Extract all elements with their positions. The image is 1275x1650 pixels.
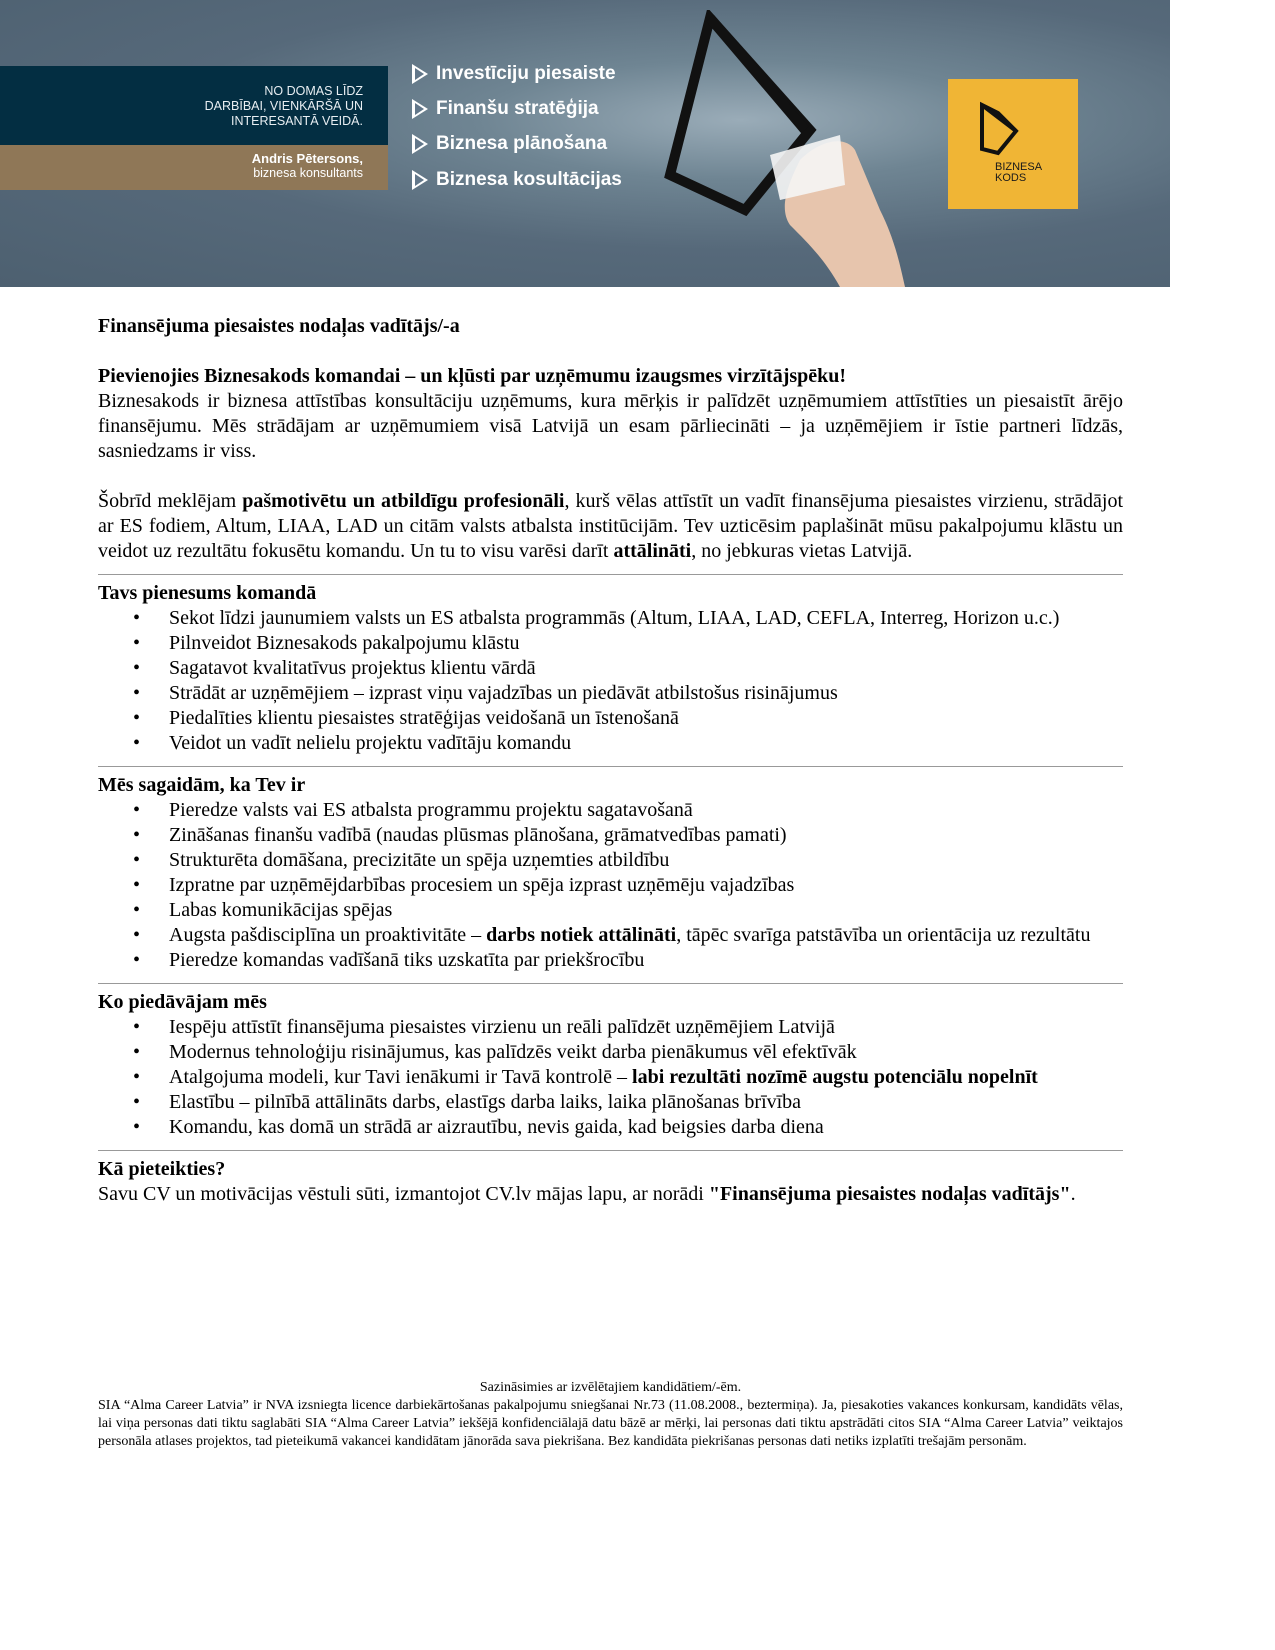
expectations-list	[98, 798, 1123, 973]
service-label: Investīciju piesaiste	[436, 63, 616, 84]
text: , no jebkuras vietas Latvijā.	[691, 540, 913, 562]
footer	[98, 1379, 1123, 1451]
list-item: • Strukturēta domāšana, precizitāte un spēja uzņemties atbildību	[169, 848, 1123, 873]
list-item: • Sekot līdzi jaunumiem valsts un ES atbalsta programmās (Altum, LIAA, LAD, CEFLA, Interreg, Horizon u.c.)	[169, 606, 1123, 631]
search-paragraph	[98, 489, 1123, 564]
tagline-box	[0, 66, 388, 145]
list-item: • Pieredze valsts vai ES atbalsta programmu projektu sagatavošanā	[169, 798, 1123, 823]
contribution-list	[98, 606, 1123, 756]
list-item: • Piedalīties klientu piesaistes stratēģijas veidošanā un īstenošanā	[169, 706, 1123, 731]
play-triangle-icon	[412, 99, 428, 119]
text: .	[1070, 1183, 1076, 1205]
bold-text: "Finansējuma piesaistes nodaļas vadītājs"	[708, 1183, 1071, 1205]
header-banner	[0, 0, 1170, 287]
tagline-line: DARBĪBAI, VIENKĀRŠĀ UN	[204, 99, 363, 113]
list-item: • Veidot un vadīt nelielu projektu vadītāju komandu	[169, 731, 1123, 756]
text: Savu CV un motivācijas vēstuli sūti, izmantojot CV.lv mājas lapu, ar norādi	[98, 1183, 709, 1205]
list-item	[169, 923, 1123, 948]
service-label: Finanšu stratēģija	[436, 98, 599, 119]
list-item: • Elastību – pilnībā attālināts darbs, elastīgs darba laiks, laika plānošanas brīvība	[169, 1090, 1123, 1115]
offer-list	[98, 1015, 1123, 1140]
play-triangle-icon	[412, 134, 428, 154]
list-item: • Pilnveidot Biznesakods pakalpojumu klāstu	[169, 631, 1123, 656]
list-item: • Izpratne par uzņēmējdarbības procesiem un spēja izprast uzņēmēju vajadzības	[169, 873, 1123, 898]
apply-text	[98, 1182, 1123, 1207]
list-item: • Strādāt ar uzņēmējiem – izprast viņu vajadzības un piedāvāt atbilstošus risinājumus	[169, 681, 1123, 706]
intro-heading: Pievienojies Biznesakods komandai – un kļūsti par uzņēmumu izaugsmes virzītājspēku!	[98, 365, 847, 387]
bold-text: pašmotivētu un atbildīgu profesionāli	[242, 490, 565, 512]
service-label: Biznesa kosultācijas	[436, 169, 622, 190]
job-posting	[98, 314, 1123, 1207]
service-item	[412, 169, 622, 191]
consultant-role: biznesa konsultants	[253, 166, 363, 180]
text: Atalgojuma modeli, kur Tavi ienākumi ir Tavā kontrolē –	[169, 1066, 633, 1088]
bold-text: labi rezultāti nozīmē augstu potenciālu nopelnīt	[632, 1066, 1038, 1088]
divider	[98, 574, 1123, 575]
list-item: • Iespēju attīstīt finansējuma piesaistes virzienu un reāli palīdzēt uzņēmējiem Latvijā	[169, 1015, 1123, 1040]
section-heading: Mēs sagaidām, ka Tev ir	[98, 774, 306, 796]
divider	[98, 766, 1123, 767]
contact-note: Sazināsimies ar izvēlētajiem kandidātiem/-ēm.	[479, 1380, 742, 1395]
logo-text	[995, 162, 1042, 184]
logo-text-line: BIZNESA	[995, 161, 1043, 173]
intro-text: Biznesakods ir biznesa attīstības konsultāciju uzņēmums, kura mērķis ir palīdzēt uzņēmumiem attīstīties un piesaistīt ārējo finansējumu. Mēs strādājam ar uzņēmumiem visā Latvijā un esam pārliecināti – ja uzņēmējiem ir īstie partneri līdzās, sasniedzams ir viss.	[98, 390, 1123, 462]
service-item	[412, 98, 599, 120]
list-item: • Zināšanas finanšu vadībā (naudas plūsmas plānošana, grāmatvedības pamati)	[169, 823, 1123, 848]
bold-text: attālināti	[613, 540, 692, 562]
consultant-box	[0, 145, 388, 190]
service-label: Biznesa plānošana	[436, 133, 608, 154]
text: , kurš vēlas attīstīt un vadīt finansējuma piesaistes virzienu, strādājot ar ES fodiem, Altum, LIAA, LAD un citām valsts atbalsta institūcijām. Tev uzticēsim paplašināt mūsu pakalpojumu klāstu un veidot uz rezultātu fokusētu komandu. Un tu to visu varēsi darīt	[98, 490, 1123, 562]
play-triangle-icon	[412, 170, 428, 190]
logo-mark-icon	[978, 101, 1020, 157]
job-title: Finansējuma piesaistes nodaļas vadītājs/-a	[98, 315, 460, 337]
divider	[98, 983, 1123, 984]
bold-text: darbs notiek attālināti	[486, 924, 677, 946]
play-triangle-icon	[412, 64, 428, 84]
list-item: • Komandu, kas domā un strādā ar aizrautību, nevis gaida, kad beigsies darba diena	[169, 1115, 1123, 1140]
service-item	[412, 133, 607, 155]
text: Šobrīd meklējam	[98, 490, 243, 512]
list-item: • Modernus tehnoloģiju risinājumus, kas palīdzēs veikt darba pienākumus vēl efektīvāk	[169, 1040, 1123, 1065]
list-item	[169, 1065, 1123, 1090]
list-item: • Sagatavot kvalitatīvus projektus klientu vārdā	[169, 656, 1123, 681]
list-item: • Pieredze komandas vadīšanā tiks uzskatīta par priekšrocību	[169, 948, 1123, 973]
legal-notice: SIA “Alma Career Latvia” ir NVA izsniegta licence darbiekārtošanas pakalpojumu sniegšanai Nr.73 (11.08.2008., beztermiņa). Ja, piesakoties vakances konkursam, kandidāts vēlas, lai viņa personas dati tiktu saglabāti SIA “Alma Career Latvia” iekšējā konfidenciālajā datu bāzē ar mērķi, lai personas dati tiktu apstrādāti citos SIA “Alma Career Latvia” veiktajos personāla atlases projektos, tad pieteikumā vakancei kandidātam jānorāda sava piekrišana. Bez kandidāta piekrišanas personas dati netiks izplatīti trešajām personām.	[98, 1398, 1123, 1449]
section-heading: Ko piedāvājam mēs	[98, 991, 267, 1013]
tagline-line: INTERESANTĀ VEIDĀ.	[231, 114, 363, 128]
tagline-line: NO DOMAS LĪDZ	[264, 84, 363, 98]
text: Augsta pašdisciplīna un proaktivitāte –	[169, 924, 487, 946]
divider	[98, 1150, 1123, 1151]
consultant-name: Andris Pētersons,	[251, 151, 363, 166]
section-heading: Tavs pienesums komandā	[98, 582, 317, 604]
list-item: • Labas komunikācijas spējas	[169, 898, 1123, 923]
logo-text-line: KODS	[995, 172, 1027, 184]
section-heading: Kā pieteikties?	[98, 1158, 226, 1180]
hand-holding-logo-image	[650, 10, 930, 287]
service-item	[412, 63, 616, 85]
text: , tāpēc svarīga patstāvība un orientācija uz rezultātu	[676, 924, 1091, 946]
biznesa-kods-logo	[948, 79, 1078, 209]
